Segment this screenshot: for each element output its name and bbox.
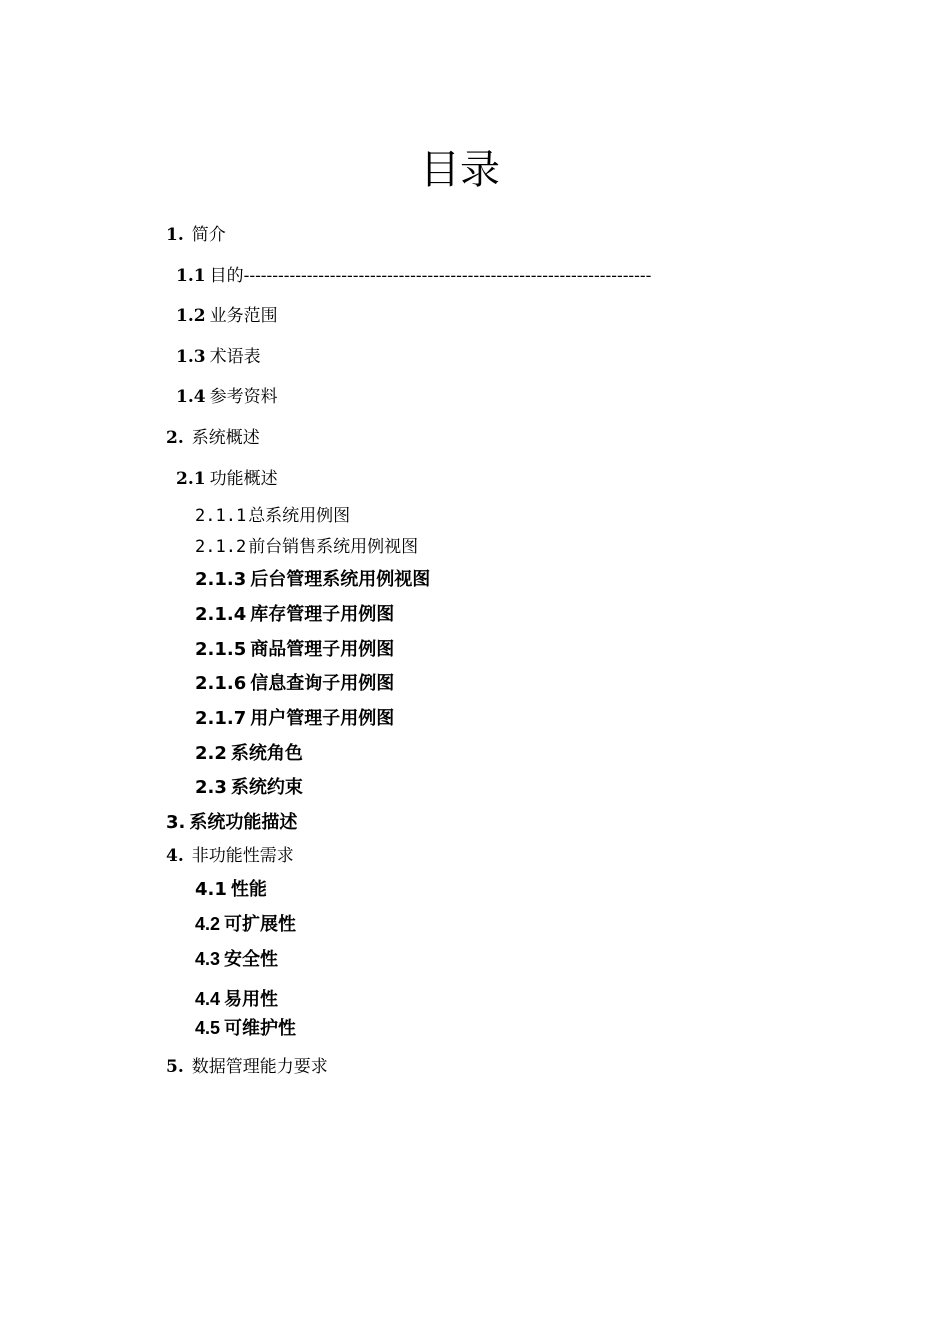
toc-number: 4.4 <box>195 989 221 1009</box>
toc-entry-1-1[interactable] <box>176 263 651 289</box>
toc-number: 5. <box>166 1057 184 1077</box>
toc-number: 1.1 <box>176 266 206 286</box>
toc-number: 1.4 <box>176 387 206 407</box>
toc-number: 4.3 <box>195 949 221 969</box>
toc-number: 4.1 <box>195 879 227 900</box>
toc-number: 3. <box>166 812 186 833</box>
toc-label: 参考资料 <box>209 387 278 407</box>
toc-label: 性能 <box>230 879 267 900</box>
toc-entry-4[interactable] <box>166 843 294 869</box>
toc-number: 2.1 <box>176 469 206 489</box>
toc-entry-2-1-7[interactable] <box>195 706 394 732</box>
toc-number: 2.1.6 <box>195 673 247 694</box>
toc-number: 2.2 <box>195 743 227 764</box>
toc-label: 后台管理系统用例视图 <box>250 569 431 590</box>
toc-label: 总系统用例图 <box>248 506 351 526</box>
toc-label: 系统约束 <box>230 777 303 798</box>
toc-label: 简介 <box>191 225 226 245</box>
toc-number: 4. <box>166 846 184 866</box>
toc-number: 2.1.4 <box>195 604 247 625</box>
toc-entry-2-1-4[interactable] <box>195 602 394 628</box>
toc-entry-1-4[interactable] <box>176 384 278 410</box>
toc-entry-4-2[interactable] <box>195 911 296 937</box>
toc-label: 系统概述 <box>191 428 260 448</box>
toc-label: 系统角色 <box>230 743 303 764</box>
toc-label: 信息查询子用例图 <box>250 673 395 694</box>
toc-label: 非功能性需求 <box>191 846 294 866</box>
toc-entry-3[interactable] <box>166 810 297 836</box>
toc-number: 2.1.2 <box>195 537 247 557</box>
toc-entry-4-3[interactable] <box>195 946 278 972</box>
toc-number: 2.1.5 <box>195 639 247 660</box>
toc-entry-5[interactable] <box>166 1054 328 1080</box>
toc-number: 2.1.3 <box>195 569 247 590</box>
toc-entry-2-1-2[interactable] <box>195 534 418 560</box>
toc-entry-2-1-1[interactable] <box>195 503 350 529</box>
toc-label: 业务范围 <box>209 306 278 326</box>
toc-label: 可扩展性 <box>224 914 297 934</box>
toc-entry-1[interactable] <box>166 222 226 248</box>
page-title: 目录 <box>420 147 500 193</box>
toc-entry-4-5[interactable] <box>195 1015 296 1041</box>
toc-number: 2.3 <box>195 777 227 798</box>
toc-entry-2-3[interactable] <box>195 775 303 801</box>
toc-number: 4.2 <box>195 914 221 934</box>
toc-number: 1. <box>166 225 184 245</box>
toc-label: 系统功能描述 <box>189 812 298 833</box>
toc-entry-1-2[interactable] <box>176 303 278 329</box>
toc-label: 数据管理能力要求 <box>191 1057 328 1077</box>
toc-entry-2-1[interactable] <box>176 466 278 492</box>
toc-number: 2. <box>166 428 184 448</box>
toc-entry-2[interactable] <box>166 425 260 451</box>
toc-number: 1.3 <box>176 347 206 367</box>
toc-entry-2-1-5[interactable] <box>195 637 394 663</box>
toc-label: 可维护性 <box>224 1018 297 1038</box>
toc-label: 目的----------------------------------------------------------------------- <box>209 266 652 286</box>
toc-number: 1.2 <box>176 306 206 326</box>
toc-label: 用户管理子用例图 <box>250 708 395 729</box>
toc-entry-4-1[interactable] <box>195 877 267 903</box>
toc-number: 4.5 <box>195 1018 221 1038</box>
toc-label: 商品管理子用例图 <box>250 639 395 660</box>
toc-entry-4-4[interactable] <box>195 986 278 1012</box>
toc-label: 功能概述 <box>209 469 278 489</box>
toc-label: 术语表 <box>209 347 261 367</box>
toc-entry-1-3[interactable] <box>176 344 261 370</box>
toc-entry-2-2[interactable] <box>195 741 303 767</box>
toc-entry-2-1-6[interactable] <box>195 671 394 697</box>
toc-label: 易用性 <box>224 989 279 1009</box>
toc-label: 库存管理子用例图 <box>250 604 395 625</box>
toc-label: 前台销售系统用例视图 <box>248 537 419 557</box>
toc-entry-2-1-3[interactable] <box>195 567 430 593</box>
toc-number: 2.1.7 <box>195 708 247 729</box>
toc-number: 2.1.1 <box>195 506 247 526</box>
toc-label: 安全性 <box>224 949 279 969</box>
